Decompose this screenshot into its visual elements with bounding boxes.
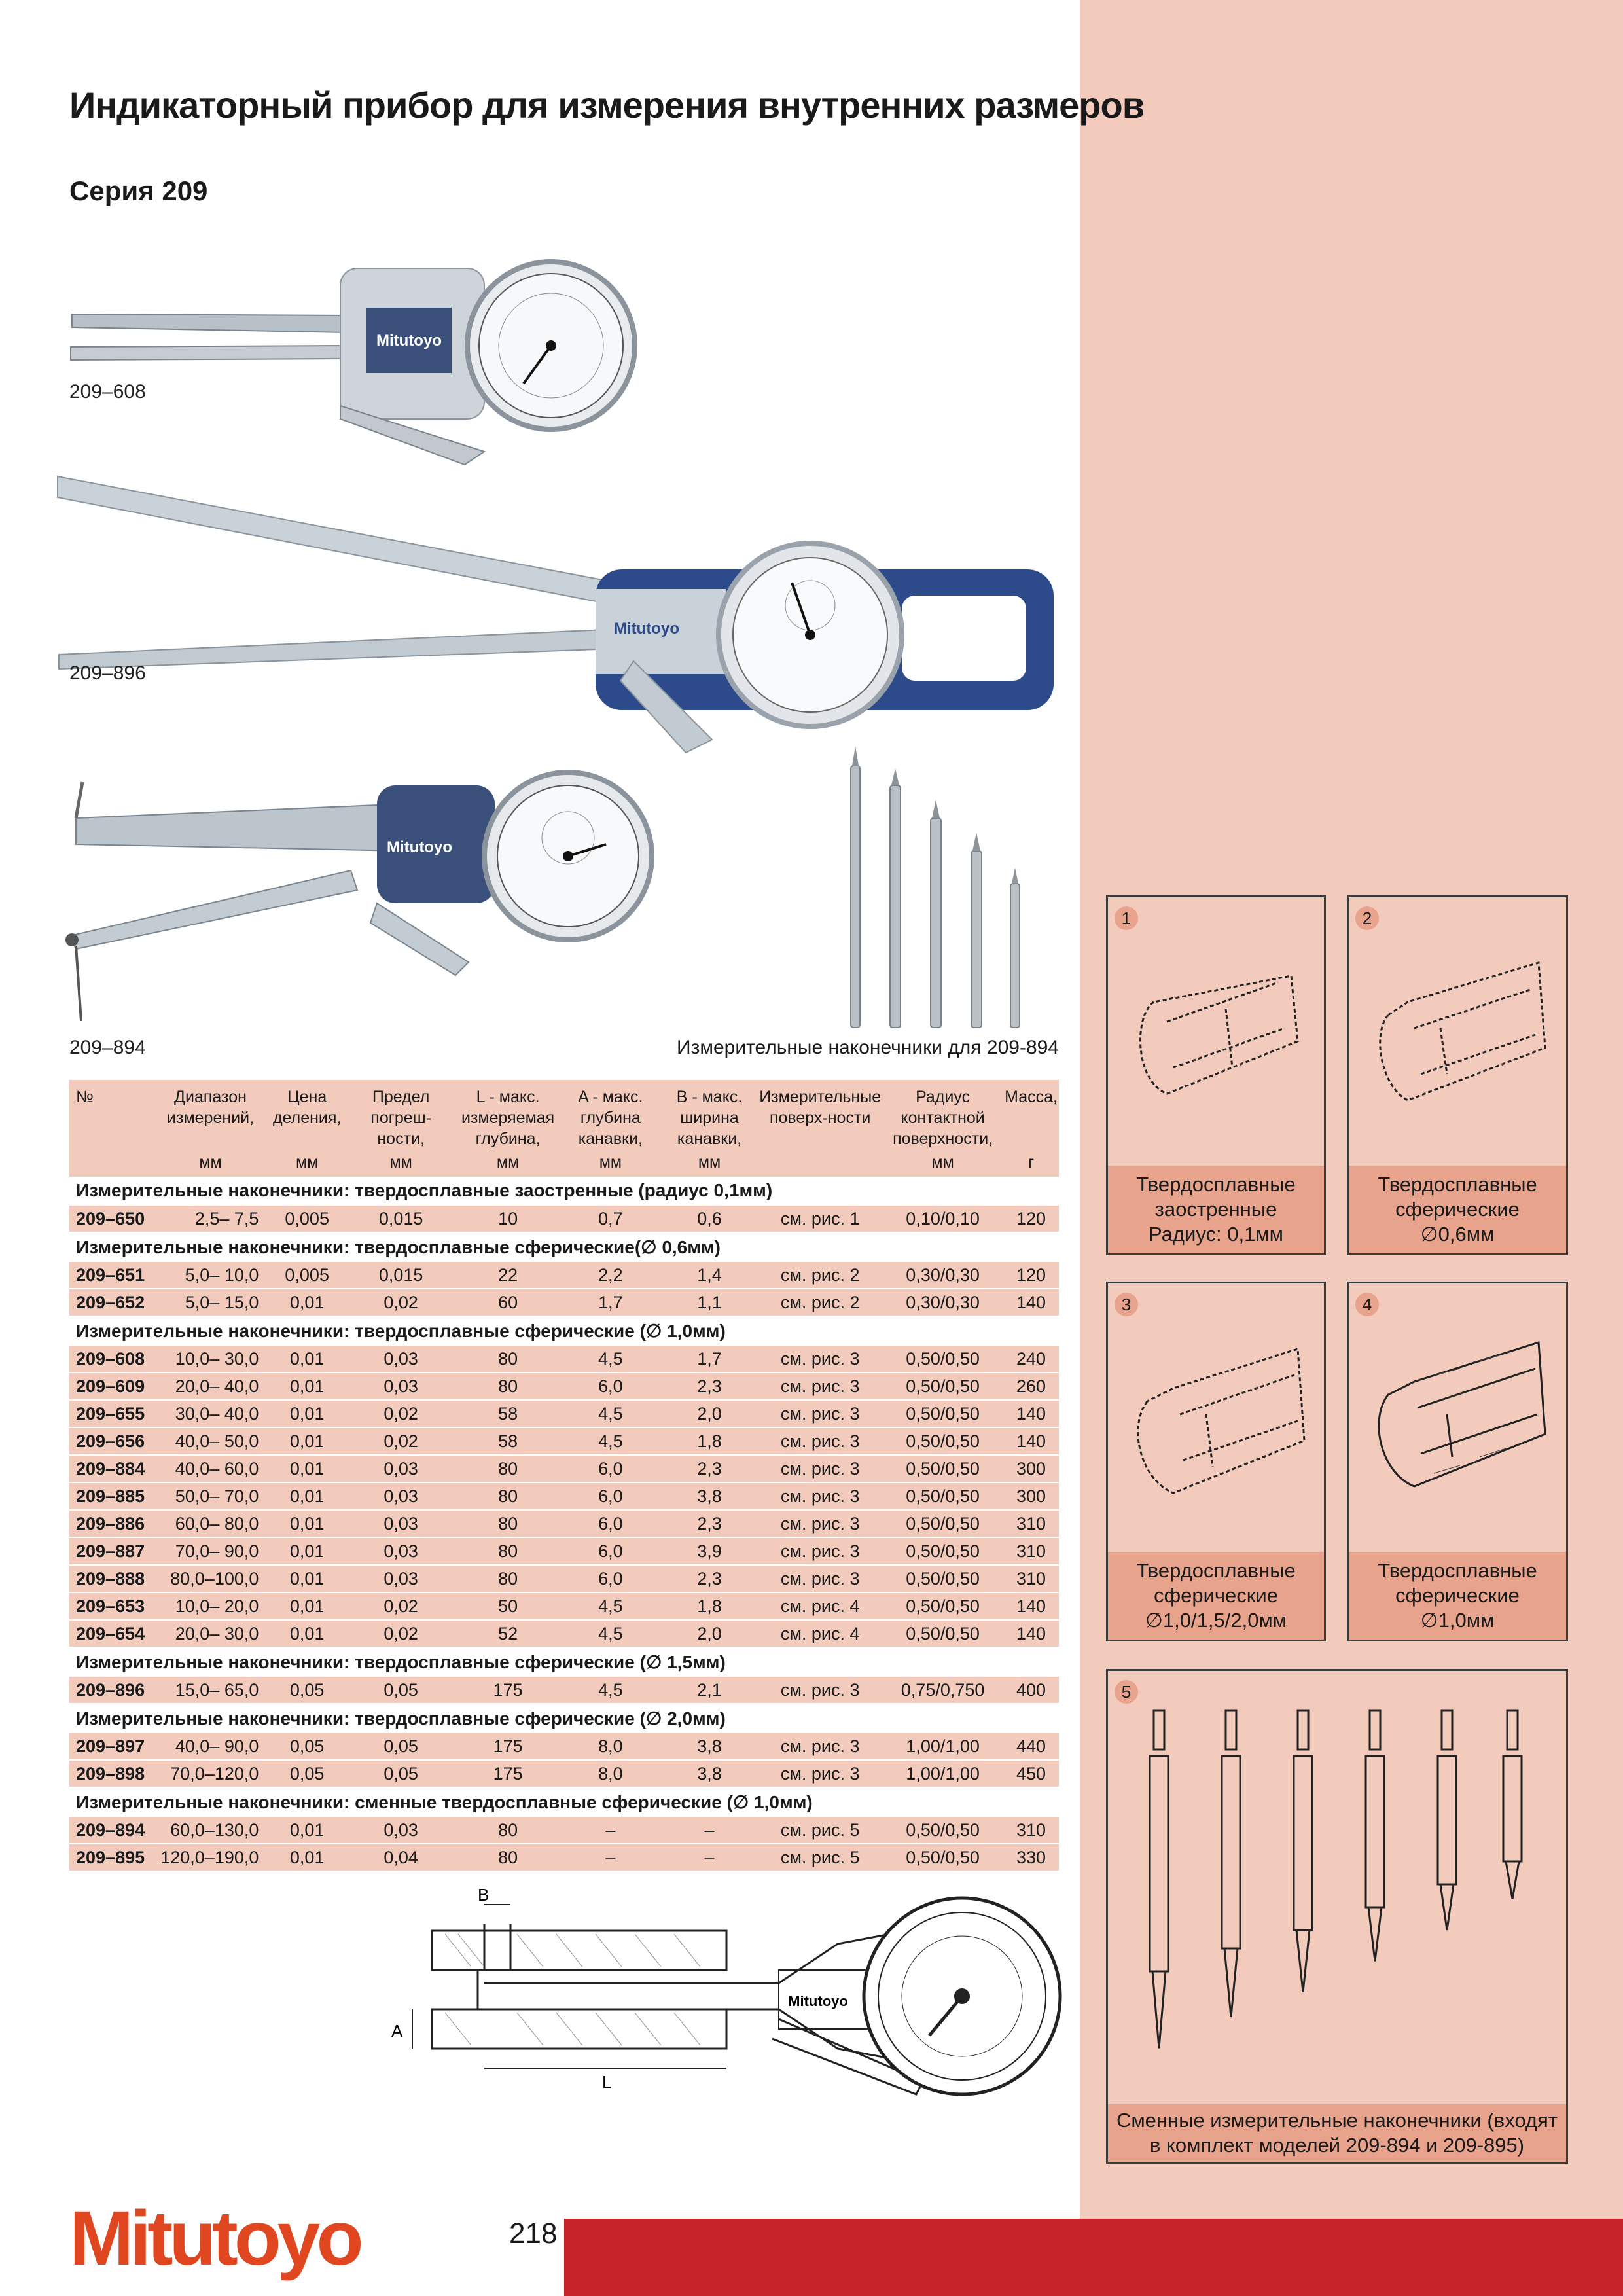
- header-range: Диапазон измерений,: [153, 1080, 268, 1152]
- diagram-label-l: L: [602, 2072, 612, 2092]
- table-row: [69, 1732, 1059, 1760]
- diagram-label-a: A: [391, 2021, 403, 2041]
- cell-resolution: 0,01: [268, 1620, 346, 1647]
- cell-mass: 240: [1003, 1345, 1059, 1372]
- cell-groove-width: 2,3: [661, 1455, 758, 1482]
- cell-depth: 58: [455, 1427, 560, 1455]
- cell-contact-radius: 0,30/0,30: [882, 1261, 1003, 1289]
- cell-range: 10,0– 20,0: [153, 1592, 268, 1620]
- cell-contact-radius: 0,50/0,50: [882, 1455, 1003, 1482]
- cell-range: 15,0– 65,0: [153, 1676, 268, 1704]
- cell-surface-ref: см. рис. 3: [758, 1565, 882, 1592]
- unit-resolution: мм: [268, 1152, 346, 1177]
- cell-surface-ref: см. рис. 1: [758, 1205, 882, 1232]
- figure-2-spherical-06: [1347, 895, 1568, 1255]
- cell-resolution: 0,01: [268, 1372, 346, 1400]
- group-row: [69, 1232, 1059, 1261]
- figure-1-pointed-tips: [1106, 895, 1326, 1255]
- product-image-209-896: [58, 465, 1065, 766]
- cell-depth: 22: [455, 1261, 560, 1289]
- table-row: [69, 1565, 1059, 1592]
- figure-1-caption-line-3: Радиус: 0,1мм: [1149, 1223, 1283, 1246]
- cell-mass: 140: [1003, 1400, 1059, 1427]
- cell-accuracy: 0,03: [346, 1482, 455, 1510]
- cell-depth: 80: [455, 1455, 560, 1482]
- table-row: [69, 1510, 1059, 1537]
- brand-logo: Mitutoyo: [69, 2195, 360, 2282]
- unit-mass: г: [1003, 1152, 1059, 1177]
- cell-accuracy: 0,03: [346, 1372, 455, 1400]
- header-depth-l: L - макс. измеряемая глубина,: [455, 1080, 560, 1152]
- cell-model: 209–656: [69, 1427, 153, 1455]
- footer-red-bar: [564, 2219, 1623, 2296]
- cell-contact-radius: 0,75/0,750: [882, 1676, 1003, 1704]
- table-row: [69, 1844, 1059, 1871]
- cell-accuracy: 0,02: [346, 1427, 455, 1455]
- cell-model: 209–898: [69, 1760, 153, 1787]
- cell-contact-radius: 0,50/0,50: [882, 1565, 1003, 1592]
- cell-range: 80,0–100,0: [153, 1565, 268, 1592]
- cell-accuracy: 0,02: [346, 1289, 455, 1316]
- table-row: [69, 1760, 1059, 1787]
- cell-groove-depth: 4,5: [560, 1592, 661, 1620]
- group-title: Измерительные наконечники: твердосплавные сферические (∅ 1,0мм): [69, 1316, 1059, 1345]
- table-row: [69, 1455, 1059, 1482]
- header-contact-radius: Радиус контактной поверхности,: [882, 1080, 1003, 1152]
- cell-depth: 80: [455, 1816, 560, 1844]
- cell-groove-width: –: [661, 1844, 758, 1871]
- cell-model: 209–896: [69, 1676, 153, 1704]
- table-row: [69, 1427, 1059, 1455]
- table-row: [69, 1289, 1059, 1316]
- cell-contact-radius: 0,10/0,10: [882, 1205, 1003, 1232]
- cell-groove-width: 1,4: [661, 1261, 758, 1289]
- cell-resolution: 0,005: [268, 1205, 346, 1232]
- cell-depth: 175: [455, 1732, 560, 1760]
- diagram-label-b: B: [478, 1885, 490, 1905]
- spec-table-body: [69, 1177, 1059, 1871]
- cell-surface-ref: см. рис. 3: [758, 1427, 882, 1455]
- cell-surface-ref: см. рис. 3: [758, 1537, 882, 1565]
- figure-3-caption-line-1: Твердосплавные: [1136, 1559, 1296, 1582]
- cell-mass: 310: [1003, 1510, 1059, 1537]
- spec-table: [69, 1080, 1059, 1872]
- cell-mass: 120: [1003, 1205, 1059, 1232]
- cell-mass: 140: [1003, 1620, 1059, 1647]
- cell-contact-radius: 0,50/0,50: [882, 1844, 1003, 1871]
- cell-groove-width: 2,0: [661, 1620, 758, 1647]
- figure-2-caption-line-2: сферические: [1395, 1198, 1520, 1221]
- cell-groove-depth: 8,0: [560, 1732, 661, 1760]
- cell-surface-ref: см. рис. 3: [758, 1510, 882, 1537]
- cell-groove-depth: 2,2: [560, 1261, 661, 1289]
- cell-contact-radius: 0,30/0,30: [882, 1289, 1003, 1316]
- cell-range: 40,0– 60,0: [153, 1455, 268, 1482]
- cell-depth: 10: [455, 1205, 560, 1232]
- figure-3-drawing: [1128, 1316, 1311, 1519]
- cell-groove-depth: 6,0: [560, 1455, 661, 1482]
- tips-photo: [838, 746, 1054, 1034]
- figure-4-spherical-10: [1347, 1282, 1568, 1641]
- cell-accuracy: 0,04: [346, 1844, 455, 1871]
- cell-groove-depth: 4,5: [560, 1427, 661, 1455]
- cell-depth: 80: [455, 1482, 560, 1510]
- group-title: Измерительные наконечники: твердосплавные сферические(∅ 0,6мм): [69, 1232, 1059, 1261]
- cell-range: 70,0– 90,0: [153, 1537, 268, 1565]
- cell-resolution: 0,01: [268, 1510, 346, 1537]
- figure-5-interchangeable-tips: [1106, 1669, 1568, 2164]
- cell-mass: 310: [1003, 1565, 1059, 1592]
- cell-mass: 300: [1003, 1482, 1059, 1510]
- cell-accuracy: 0,03: [346, 1455, 455, 1482]
- cell-resolution: 0,01: [268, 1289, 346, 1316]
- cell-range: 40,0– 90,0: [153, 1732, 268, 1760]
- cell-mass: 400: [1003, 1676, 1059, 1704]
- figure-1-caption-line-1: Твердосплавные: [1136, 1173, 1296, 1196]
- cell-contact-radius: 1,00/1,00: [882, 1760, 1003, 1787]
- cell-mass: 260: [1003, 1372, 1059, 1400]
- unit-depth-l: мм: [455, 1152, 560, 1177]
- cell-surface-ref: см. рис. 2: [758, 1261, 882, 1289]
- cell-model: 209–653: [69, 1592, 153, 1620]
- cell-groove-width: 1,8: [661, 1592, 758, 1620]
- cell-resolution: 0,05: [268, 1760, 346, 1787]
- cell-groove-depth: 8,0: [560, 1760, 661, 1787]
- group-row: [69, 1647, 1059, 1676]
- group-title: Измерительные наконечники: сменные твердосплавные сферические (∅ 1,0мм): [69, 1787, 1059, 1816]
- cell-groove-width: 2,1: [661, 1676, 758, 1704]
- cell-surface-ref: см. рис. 3: [758, 1732, 882, 1760]
- cell-accuracy: 0,03: [346, 1537, 455, 1565]
- cell-groove-depth: 6,0: [560, 1510, 661, 1537]
- cell-mass: 120: [1003, 1261, 1059, 1289]
- cell-groove-depth: 0,7: [560, 1205, 661, 1232]
- cell-range: 30,0– 40,0: [153, 1400, 268, 1427]
- group-title: Измерительные наконечники: твердосплавные сферические (∅ 2,0мм): [69, 1704, 1059, 1732]
- figure-4-number: 4: [1355, 1293, 1379, 1316]
- figure-2-drawing: [1368, 937, 1552, 1133]
- cell-groove-width: 1,1: [661, 1289, 758, 1316]
- cell-mass: 450: [1003, 1760, 1059, 1787]
- product-image-209-894: [63, 772, 665, 1034]
- cell-model: 209–888: [69, 1565, 153, 1592]
- cell-surface-ref: см. рис. 3: [758, 1400, 882, 1427]
- cell-model: 209–609: [69, 1372, 153, 1400]
- product-image-209-608: [65, 255, 668, 484]
- cell-resolution: 0,01: [268, 1537, 346, 1565]
- cell-depth: 80: [455, 1565, 560, 1592]
- cell-surface-ref: см. рис. 3: [758, 1760, 882, 1787]
- header-accuracy: Предел погреш-ности,: [346, 1080, 455, 1152]
- cell-model: 209–895: [69, 1844, 153, 1871]
- cell-depth: 52: [455, 1620, 560, 1647]
- cell-accuracy: 0,02: [346, 1620, 455, 1647]
- cell-surface-ref: см. рис. 5: [758, 1816, 882, 1844]
- model-label-209-894: 209–894: [69, 1037, 146, 1058]
- cell-resolution: 0,01: [268, 1345, 346, 1372]
- model-label-209-608: 209–608: [69, 381, 146, 403]
- series-heading: Серия 209: [69, 175, 208, 206]
- cell-model: 209–884: [69, 1455, 153, 1482]
- cell-range: 120,0–190,0: [153, 1844, 268, 1871]
- figure-5-caption-line-1: Сменные измерительные наконечники (входят: [1116, 2109, 1558, 2132]
- cell-surface-ref: см. рис. 5: [758, 1844, 882, 1871]
- cell-model: 209–894: [69, 1816, 153, 1844]
- cell-model: 209–650: [69, 1205, 153, 1232]
- cell-groove-depth: 4,5: [560, 1400, 661, 1427]
- cell-groove-depth: –: [560, 1844, 661, 1871]
- cell-groove-width: 2,3: [661, 1372, 758, 1400]
- unit-range: мм: [153, 1152, 268, 1177]
- cell-range: 60,0– 80,0: [153, 1510, 268, 1537]
- table-row: [69, 1816, 1059, 1844]
- cell-contact-radius: 0,50/0,50: [882, 1510, 1003, 1537]
- cell-mass: 140: [1003, 1592, 1059, 1620]
- cell-surface-ref: см. рис. 3: [758, 1372, 882, 1400]
- header-no: №: [69, 1080, 153, 1152]
- cell-contact-radius: 0,50/0,50: [882, 1400, 1003, 1427]
- cell-model: 209–886: [69, 1510, 153, 1537]
- header-groove-depth-a: A - макс. глубина канавки,: [560, 1080, 661, 1152]
- table-row: [69, 1537, 1059, 1565]
- cell-range: 20,0– 40,0: [153, 1372, 268, 1400]
- dial-brand: Mitutoyo: [376, 332, 442, 350]
- cell-range: 5,0– 15,0: [153, 1289, 268, 1316]
- cell-groove-width: 1,7: [661, 1345, 758, 1372]
- unit-no: [69, 1152, 153, 1177]
- cell-groove-depth: 4,5: [560, 1620, 661, 1647]
- cell-contact-radius: 0,50/0,50: [882, 1345, 1003, 1372]
- table-row: [69, 1345, 1059, 1372]
- group-row: [69, 1316, 1059, 1345]
- figure-1-caption-line-2: заостренные: [1154, 1198, 1277, 1221]
- table-row: [69, 1620, 1059, 1647]
- cell-range: 40,0– 50,0: [153, 1427, 268, 1455]
- unit-groove-depth-a: мм: [560, 1152, 661, 1177]
- cell-mass: 140: [1003, 1289, 1059, 1316]
- cell-depth: 50: [455, 1592, 560, 1620]
- cell-resolution: 0,005: [268, 1261, 346, 1289]
- cell-groove-depth: 4,5: [560, 1345, 661, 1372]
- cell-accuracy: 0,015: [346, 1205, 455, 1232]
- figure-5-drawing: [1141, 1704, 1546, 2070]
- figure-5-caption-line-2: в комплект моделей 209-894 и 209-895): [1149, 2134, 1525, 2157]
- cell-groove-width: 3,8: [661, 1760, 758, 1787]
- cell-surface-ref: см. рис. 4: [758, 1620, 882, 1647]
- cell-resolution: 0,01: [268, 1482, 346, 1510]
- cell-surface-ref: см. рис. 3: [758, 1345, 882, 1372]
- cell-resolution: 0,01: [268, 1427, 346, 1455]
- cell-groove-depth: 6,0: [560, 1482, 661, 1510]
- cell-contact-radius: 0,50/0,50: [882, 1427, 1003, 1455]
- figure-2-caption-line-1: Твердосплавные: [1378, 1173, 1537, 1196]
- cell-mass: 310: [1003, 1537, 1059, 1565]
- cell-range: 10,0– 30,0: [153, 1345, 268, 1372]
- diagram-brand: Mitutoyo: [788, 1993, 848, 2009]
- cell-groove-depth: 6,0: [560, 1372, 661, 1400]
- cell-groove-width: 3,8: [661, 1732, 758, 1760]
- unit-accuracy: мм: [346, 1152, 455, 1177]
- cell-range: 20,0– 30,0: [153, 1620, 268, 1647]
- cell-depth: 80: [455, 1844, 560, 1871]
- table-row: [69, 1592, 1059, 1620]
- cell-resolution: 0,05: [268, 1732, 346, 1760]
- cell-model: 209–887: [69, 1537, 153, 1565]
- group-row: [69, 1704, 1059, 1732]
- cell-model: 209–652: [69, 1289, 153, 1316]
- cell-range: 5,0– 10,0: [153, 1261, 268, 1289]
- cell-mass: 310: [1003, 1816, 1059, 1844]
- cell-groove-depth: 4,5: [560, 1676, 661, 1704]
- cell-model: 209–885: [69, 1482, 153, 1510]
- cell-contact-radius: 0,50/0,50: [882, 1482, 1003, 1510]
- figure-5-number: 5: [1115, 1680, 1138, 1704]
- cell-depth: 175: [455, 1760, 560, 1787]
- figure-3-spherical-multi: [1106, 1282, 1326, 1641]
- table-row: [69, 1261, 1059, 1289]
- dial-brand-3: Mitutoyo: [387, 838, 452, 856]
- cell-resolution: 0,01: [268, 1592, 346, 1620]
- cell-depth: 80: [455, 1372, 560, 1400]
- cell-groove-width: 3,9: [661, 1537, 758, 1565]
- cell-depth: 80: [455, 1510, 560, 1537]
- cell-accuracy: 0,02: [346, 1400, 455, 1427]
- header-mass: Масса,: [1003, 1080, 1059, 1152]
- cell-surface-ref: см. рис. 3: [758, 1482, 882, 1510]
- figure-4-caption-line-2: сферические: [1395, 1584, 1520, 1607]
- cell-resolution: 0,01: [268, 1565, 346, 1592]
- group-title: Измерительные наконечники: твердосплавные заостренные (радиус 0,1мм): [69, 1177, 1059, 1205]
- cell-accuracy: 0,015: [346, 1261, 455, 1289]
- cell-range: 2,5– 7,5: [153, 1205, 268, 1232]
- cell-groove-width: 3,8: [661, 1482, 758, 1510]
- cell-accuracy: 0,05: [346, 1676, 455, 1704]
- cell-mass: 300: [1003, 1455, 1059, 1482]
- table-row: [69, 1205, 1059, 1232]
- dial-brand-2: Mitutoyo: [614, 620, 679, 637]
- cell-groove-width: 2,0: [661, 1400, 758, 1427]
- cell-resolution: 0,01: [268, 1816, 346, 1844]
- cell-mass: 140: [1003, 1427, 1059, 1455]
- page-number: 218: [509, 2217, 558, 2250]
- cell-depth: 60: [455, 1289, 560, 1316]
- cell-model: 209–655: [69, 1400, 153, 1427]
- cell-model: 209–897: [69, 1732, 153, 1760]
- cell-range: 60,0–130,0: [153, 1816, 268, 1844]
- cell-groove-depth: 6,0: [560, 1537, 661, 1565]
- cell-contact-radius: 0,50/0,50: [882, 1592, 1003, 1620]
- cell-groove-width: –: [661, 1816, 758, 1844]
- table-row: [69, 1482, 1059, 1510]
- cell-resolution: 0,01: [268, 1400, 346, 1427]
- cell-accuracy: 0,03: [346, 1816, 455, 1844]
- group-title: Измерительные наконечники: твердосплавные сферические (∅ 1,5мм): [69, 1647, 1059, 1676]
- cell-resolution: 0,01: [268, 1455, 346, 1482]
- figure-4-caption-line-3: ∅1,0мм: [1420, 1609, 1495, 1632]
- table-row: [69, 1372, 1059, 1400]
- table-unit-row: [69, 1152, 1059, 1177]
- cell-mass: 330: [1003, 1844, 1059, 1871]
- cell-depth: 175: [455, 1676, 560, 1704]
- unit-surfaces: [758, 1152, 882, 1177]
- group-row: [69, 1787, 1059, 1816]
- cell-accuracy: 0,02: [346, 1592, 455, 1620]
- cell-groove-width: 0,6: [661, 1205, 758, 1232]
- cell-groove-depth: 6,0: [560, 1565, 661, 1592]
- header-groove-width-b: B - макс. ширина канавки,: [661, 1080, 758, 1152]
- cell-accuracy: 0,03: [346, 1345, 455, 1372]
- cell-groove-width: 2,3: [661, 1510, 758, 1537]
- unit-groove-width-b: мм: [661, 1152, 758, 1177]
- figure-4-drawing: [1368, 1316, 1552, 1519]
- figure-3-number: 3: [1115, 1293, 1138, 1316]
- cell-resolution: 0,01: [268, 1844, 346, 1871]
- figure-2-number: 2: [1355, 906, 1379, 930]
- cell-resolution: 0,05: [268, 1676, 346, 1704]
- header-resolution: Цена деления,: [268, 1080, 346, 1152]
- figure-2-caption-line-3: ∅0,6мм: [1420, 1223, 1495, 1246]
- table-row: [69, 1676, 1059, 1704]
- figure-3-caption-line-2: сферические: [1154, 1584, 1278, 1607]
- cell-contact-radius: 0,50/0,50: [882, 1372, 1003, 1400]
- figure-4-caption-line-1: Твердосплавные: [1378, 1559, 1537, 1582]
- cell-accuracy: 0,05: [346, 1732, 455, 1760]
- cell-surface-ref: см. рис. 2: [758, 1289, 882, 1316]
- cell-groove-depth: 1,7: [560, 1289, 661, 1316]
- cell-model: 209–654: [69, 1620, 153, 1647]
- header-surfaces: Измерительные поверх-ности: [758, 1080, 882, 1152]
- model-label-209-896: 209–896: [69, 662, 146, 684]
- table-header-row: [69, 1080, 1059, 1152]
- cell-range: 50,0– 70,0: [153, 1482, 268, 1510]
- figure-1-number: 1: [1115, 906, 1138, 930]
- group-row: [69, 1177, 1059, 1205]
- cell-depth: 80: [455, 1345, 560, 1372]
- cell-depth: 80: [455, 1537, 560, 1565]
- cell-contact-radius: 0,50/0,50: [882, 1537, 1003, 1565]
- figure-3-caption-line-3: ∅1,0/1,5/2,0мм: [1145, 1609, 1287, 1632]
- table-row: [69, 1400, 1059, 1427]
- cell-accuracy: 0,05: [346, 1760, 455, 1787]
- cell-groove-depth: –: [560, 1816, 661, 1844]
- cell-contact-radius: 0,50/0,50: [882, 1620, 1003, 1647]
- dimension-diagram: [386, 1885, 1073, 2108]
- cell-contact-radius: 1,00/1,00: [882, 1732, 1003, 1760]
- cell-contact-radius: 0,50/0,50: [882, 1816, 1003, 1844]
- cell-accuracy: 0,03: [346, 1510, 455, 1537]
- cell-range: 70,0–120,0: [153, 1760, 268, 1787]
- cell-accuracy: 0,03: [346, 1565, 455, 1592]
- cell-surface-ref: см. рис. 3: [758, 1676, 882, 1704]
- cell-mass: 440: [1003, 1732, 1059, 1760]
- cell-surface-ref: см. рис. 4: [758, 1592, 882, 1620]
- cell-model: 209–651: [69, 1261, 153, 1289]
- cell-groove-width: 1,8: [661, 1427, 758, 1455]
- figure-1-drawing: [1128, 937, 1311, 1133]
- tips-caption: Измерительные наконечники для 209-894: [677, 1037, 1059, 1058]
- unit-contact-radius: мм: [882, 1152, 1003, 1177]
- cell-groove-width: 2,3: [661, 1565, 758, 1592]
- cell-surface-ref: см. рис. 3: [758, 1455, 882, 1482]
- cell-depth: 58: [455, 1400, 560, 1427]
- cell-model: 209–608: [69, 1345, 153, 1372]
- page-title: Индикаторный прибор для измерения внутренних размеров: [69, 84, 1145, 126]
